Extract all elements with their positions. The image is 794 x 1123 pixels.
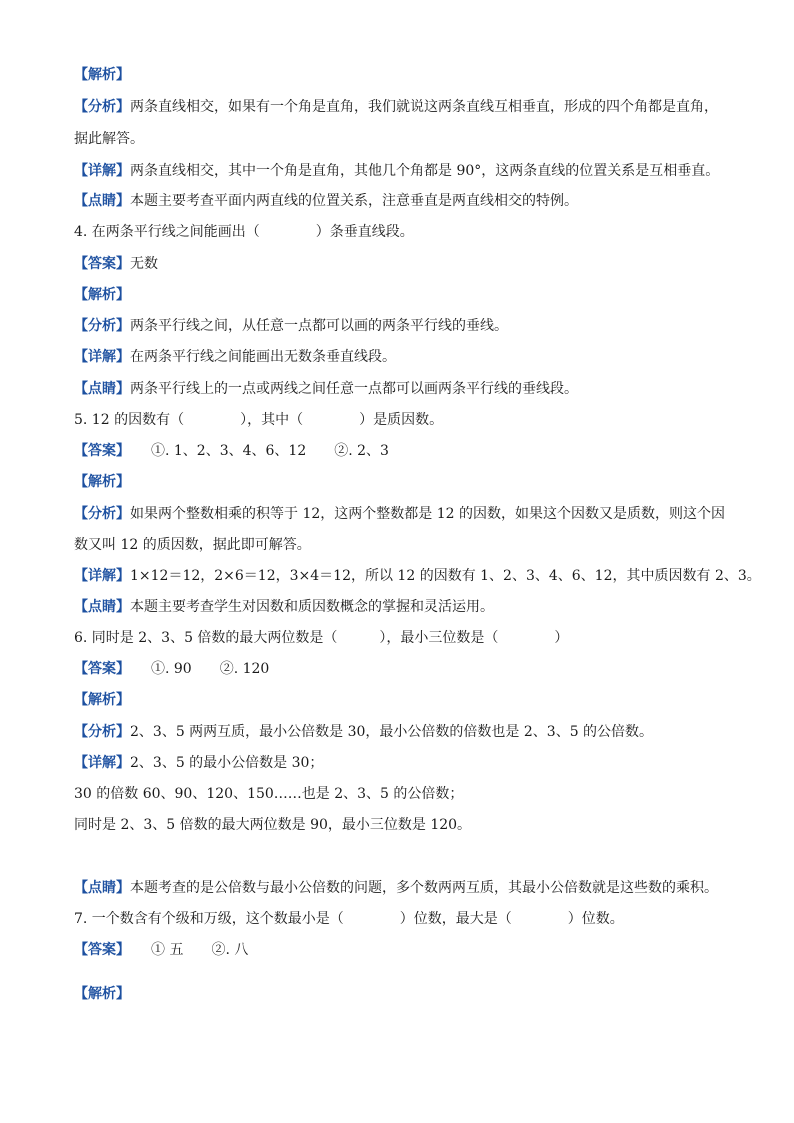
line-text: 同时是 2、3、5 倍数的最大两位数是 90，最小三位数是 120。 xyxy=(74,817,472,833)
text-line xyxy=(74,253,734,275)
section-tag: 【解析】 xyxy=(74,986,130,1002)
line-text: ①. 90 ②. 120 xyxy=(123,661,270,677)
section-tag: 【解析】 xyxy=(74,474,130,490)
section-tag: 【答案】 xyxy=(74,256,130,272)
section-tag: 【点睛】 xyxy=(74,599,130,615)
text-line xyxy=(74,346,734,368)
line-text: 如果两个整数相乘的积等于 12，这两个整数都是 12 的因数，如果这个因数又是质数，则这个因 xyxy=(130,506,725,522)
section-tag: 【分析】 xyxy=(74,724,130,740)
question-line xyxy=(74,409,734,431)
section-tag: 【分析】 xyxy=(74,506,130,522)
text-line xyxy=(74,783,734,805)
line-text: 2、3、5 的最小公倍数是 30； xyxy=(130,755,324,771)
line-text: 无数 xyxy=(130,256,158,272)
line-text: 5. 12 的因数有（ ），其中（ ）是质因数。 xyxy=(74,412,444,428)
section-tag: 【详解】 xyxy=(74,755,130,771)
section-tag: 【详解】 xyxy=(74,568,130,584)
line-text: 两条直线相交，其中一个角是直角，其他几个角都是 90°，这两条直线的位置关系是互相垂直。 xyxy=(130,163,720,179)
text-line xyxy=(74,534,734,556)
section-tag: 【分析】 xyxy=(74,99,130,115)
line-text: 据此解答。 xyxy=(74,131,144,147)
section-tag: 【解析】 xyxy=(74,67,130,83)
section-tag: 【分析】 xyxy=(74,318,130,334)
section-tag: 【答案】 xyxy=(74,443,123,459)
question-line xyxy=(74,908,734,930)
section-tag: 【详解】 xyxy=(74,349,130,365)
line-text: 7. 一个数含有个级和万级，这个数最小是（ ）位数，最大是（ ）位数。 xyxy=(74,911,624,927)
text-line xyxy=(74,160,734,182)
line-text: 本题主要考查学生对因数和质因数概念的掌握和灵活运用。 xyxy=(130,599,494,615)
text-line xyxy=(74,96,734,118)
text-line xyxy=(74,877,734,899)
question-line xyxy=(74,627,734,649)
text-line xyxy=(74,503,734,525)
text-line xyxy=(74,471,734,493)
section-tag: 【点睛】 xyxy=(74,880,130,896)
text-line xyxy=(74,752,734,774)
text-line xyxy=(74,814,734,836)
line-text: 本题考查的是公倍数与最小公倍数的问题，多个数两两互质，其最小公倍数就是这些数的乘积。 xyxy=(130,880,718,896)
line-text: 2、3、5 两两互质，最小公倍数是 30，最小公倍数的倍数也是 2、3、5 的公倍数。 xyxy=(130,724,654,740)
question-line xyxy=(74,221,734,243)
line-text: 30 的倍数 60、90、120、150……也是 2、3、5 的公倍数； xyxy=(74,786,464,802)
text-line xyxy=(74,721,734,743)
line-text: ① 五 ②. 八 xyxy=(123,942,249,958)
line-text: 1×12＝12，2×6＝12，3×4＝12，所以 12 的因数有 1、2、3、4、6、12，其中质因数有 2、3。 xyxy=(130,568,761,584)
text-line xyxy=(74,128,734,150)
section-tag: 【解析】 xyxy=(74,692,130,708)
section-tag: 【点睛】 xyxy=(74,381,130,397)
line-text: 两条平行线之间，从任意一点都可以画的两条平行线的垂线。 xyxy=(130,318,508,334)
text-line xyxy=(74,596,734,618)
text-line xyxy=(74,983,734,1005)
line-text: 4. 在两条平行线之间能画出（ ）条垂直线段。 xyxy=(74,224,414,240)
line-text: 两条平行线上的一点或两线之间任意一点都可以画两条平行线的垂线段。 xyxy=(130,381,578,397)
section-tag: 【答案】 xyxy=(74,942,123,958)
text-line xyxy=(74,284,734,306)
section-tag: 【答案】 xyxy=(74,661,123,677)
text-line xyxy=(74,378,734,400)
line-text: 6. 同时是 2、3、5 倍数的最大两位数是（ ），最小三位数是（ ） xyxy=(74,630,569,646)
text-line xyxy=(74,689,734,711)
line-text: 数又叫 12 的质因数，据此即可解答。 xyxy=(74,537,311,553)
line-text: 两条直线相交，如果有一个角是直角，我们就说这两条直线互相垂直，形成的四个角都是直角， xyxy=(130,99,718,115)
text-line xyxy=(74,64,734,86)
text-line xyxy=(74,658,734,680)
line-text: ①. 1、2、3、4、6、12 ②. 2、3 xyxy=(123,443,389,459)
section-tag: 【详解】 xyxy=(74,163,130,179)
line-text: 本题主要考查平面内两直线的位置关系，注意垂直是两直线相交的特例。 xyxy=(130,193,578,209)
text-line xyxy=(74,190,734,212)
section-tag: 【点睛】 xyxy=(74,193,130,209)
line-text: 在两条平行线之间能画出无数条垂直线段。 xyxy=(130,349,396,365)
text-line xyxy=(74,565,761,587)
text-line xyxy=(74,939,734,961)
text-line xyxy=(74,315,734,337)
section-tag: 【解析】 xyxy=(74,287,130,303)
text-line xyxy=(74,440,734,462)
